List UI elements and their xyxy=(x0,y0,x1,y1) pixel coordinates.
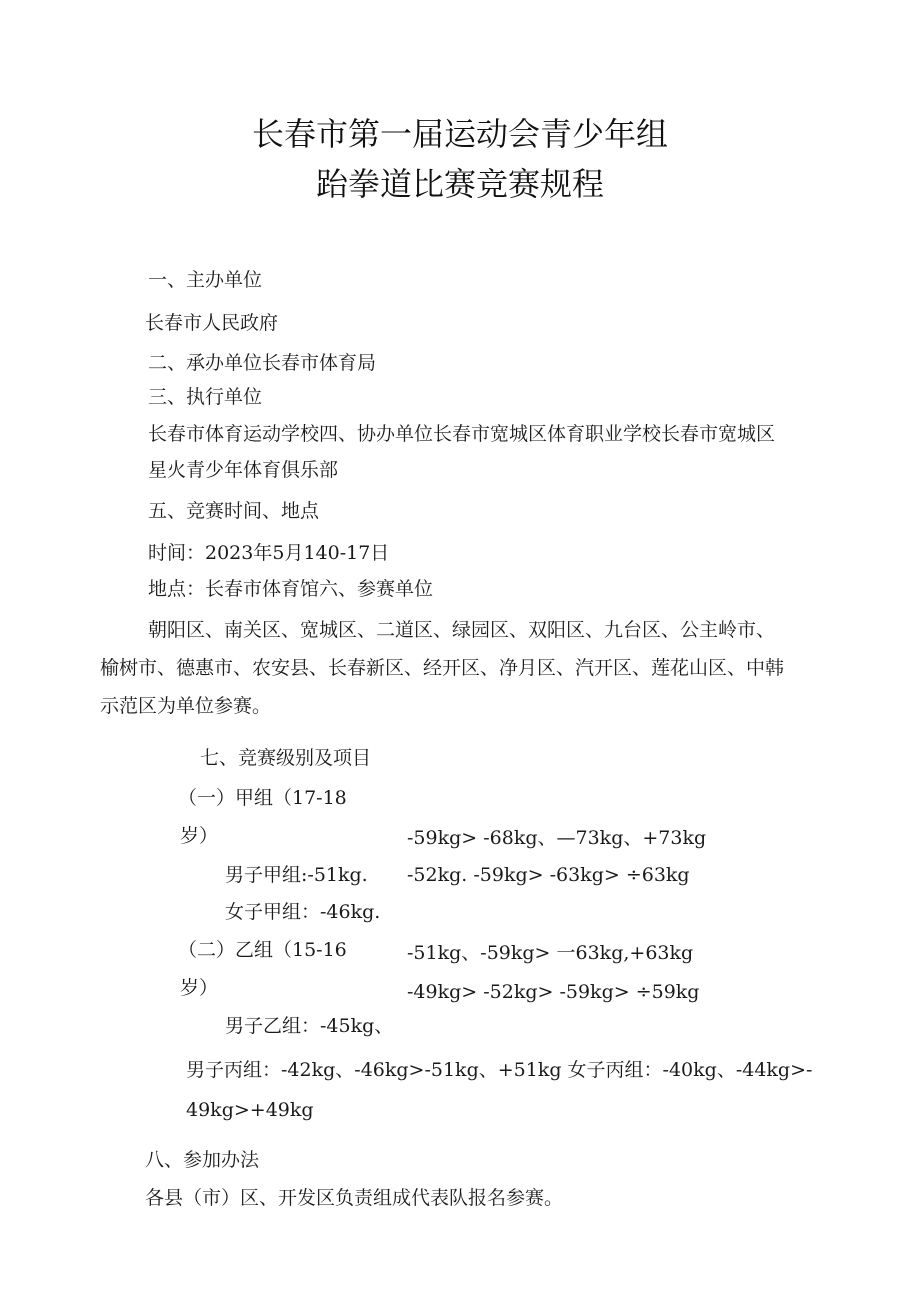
group-b-female-weights: -49kg> -52kg> -59kg> ÷59kg xyxy=(407,981,700,1003)
document-title-line-1: 长春市第一届运动会青少年组 xyxy=(251,115,668,153)
group-a-label: （一）甲组（17-18 xyxy=(178,787,347,809)
group-a-age: 岁） xyxy=(180,825,219,847)
section-6-line-3: 示范区为单位参赛。 xyxy=(100,695,272,717)
section-6-line-2: 榆树市、德惠市、农安县、长春新区、经开区、净月区、汽开区、莲花山区、中韩 xyxy=(100,657,785,679)
section-5-place: 地点：长春市体育馆六、参赛单位 xyxy=(148,578,434,600)
group-b-male-weights: -51kg、-59kg> 一63kg,+63kg xyxy=(407,942,694,964)
group-c-line-2: 49kg>+49kg xyxy=(186,1099,314,1121)
section-3-heading: 三、执行单位 xyxy=(148,386,263,408)
section-3-body-line-2: 星火青少年体育俱乐部 xyxy=(148,459,339,481)
group-a-female-weights: -52kg. -59kg> -63kg> ÷63kg xyxy=(407,864,690,886)
group-a-male-weights: -59kg> -68kg、—73kg、+73kg xyxy=(407,827,707,849)
section-7-heading: 七、竞赛级别及项目 xyxy=(200,747,372,769)
group-b-label: （二）乙组（15-16 xyxy=(178,939,347,961)
section-5-time: 时间：2023年5月140-17日 xyxy=(148,542,390,564)
section-2-line: 二、承办单位长春市体育局 xyxy=(148,352,377,374)
group-c-line-1: 男子丙组：-42kg、-46kg>-51kg、+51kg 女子丙组：-40kg、-44kg>- xyxy=(186,1059,813,1081)
section-8-heading: 八、参加办法 xyxy=(145,1149,260,1171)
group-b-age: 岁） xyxy=(180,977,219,999)
section-1-body: 长春市人民政府 xyxy=(145,312,279,334)
section-5-heading: 五、竞赛时间、地点 xyxy=(148,500,320,522)
section-8-body: 各县（市）区、开发区负责组成代表队报名参赛。 xyxy=(145,1187,564,1209)
section-1-heading: 一、主办单位 xyxy=(148,269,263,291)
group-b-male: 男子乙组：-45kg、 xyxy=(225,1015,394,1037)
document-title-line-2: 跆拳道比赛竞赛规程 xyxy=(315,165,604,203)
section-6-line-1: 朝阳区、南关区、宽城区、二道区、绿园区、双阳区、九台区、公主岭市、 xyxy=(148,619,776,641)
section-3-body-line-1: 长春市体育运动学校四、协办单位长春市宽城区体育职业学校长春市宽城区 xyxy=(148,423,776,445)
group-a-female: 女子甲组：-46kg. xyxy=(225,901,381,923)
group-a-male: 男子甲组:-51kg. xyxy=(225,864,368,886)
